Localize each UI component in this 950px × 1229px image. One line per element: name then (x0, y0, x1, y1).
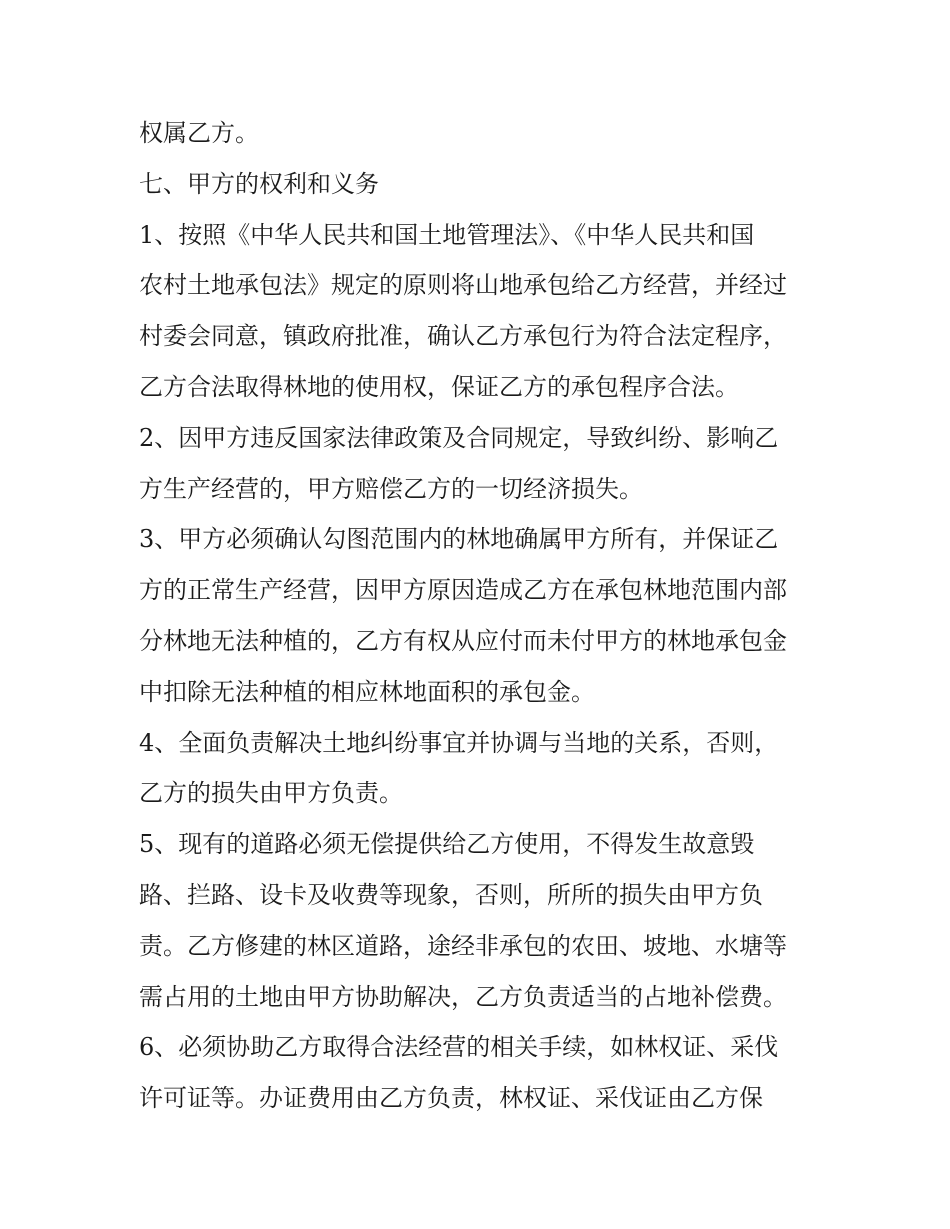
clause-6-line: 许可证等。办证费用由乙方负责，林权证、采伐证由乙方保 (139, 1084, 763, 1113)
clause-6-line: 6、必须协助乙方取得合法经营的相关手续，如林权证、采伐 (139, 1033, 779, 1062)
clause-1-line: 1、按照《中华人民共和国土地管理法》、《中华人民共和国 (139, 220, 755, 249)
clause-4-line: 乙方的损失由甲方负责。 (139, 779, 403, 808)
clause-5-line: 责。乙方修建的林区道路，途经非承包的农田、坡地、水塘等 (139, 931, 787, 960)
clause-3-line: 3、甲方必须确认勾图范围内的林地确属甲方所有，并保证乙 (139, 525, 779, 554)
clause-5-line: 路、拦路、设卡及收费等现象，否则，所所的损失由甲方负 (139, 880, 763, 909)
clause-3-line: 分林地无法种植的，乙方有权从应付而未付甲方的林地承包金 (139, 626, 787, 655)
clause-5-line: 需占用的土地由甲方协助解决，乙方负责适当的占地补偿费。 (139, 982, 787, 1011)
clause-1-line: 乙方合法取得林地的使用权，保证乙方的承包程序合法。 (139, 372, 739, 401)
clause-1-line: 村委会同意，镇政府批准，确认乙方承包行为符合法定程序， (139, 322, 787, 351)
contract-text (139, 108, 819, 1124)
clause-4-line: 4、全面负责解决土地纠纷事宜并协调与当地的关系，否则， (139, 728, 779, 757)
clause-2-line: 方生产经营的，甲方赔偿乙方的一切经济损失。 (139, 474, 643, 503)
clause-1-line: 农村土地承包法》规定的原则将山地承包给乙方经营，并经过 (139, 271, 787, 300)
section-heading-party-a-rights: 七、甲方的权利和义务 (139, 169, 379, 198)
clause-2-line: 2、因甲方违反国家法律政策及合同规定，导致纠纷、影响乙 (139, 423, 779, 452)
clause-3-line: 中扣除无法种植的相应林地面积的承包金。 (139, 677, 595, 706)
clause-3-line: 方的正常生产经营，因甲方原因造成乙方在承包林地范围内部 (139, 576, 787, 605)
clause-5-line: 5、现有的道路必须无偿提供给乙方使用，不得发生故意毁 (139, 830, 755, 859)
text-line-ownership: 权属乙方。 (139, 119, 259, 147)
